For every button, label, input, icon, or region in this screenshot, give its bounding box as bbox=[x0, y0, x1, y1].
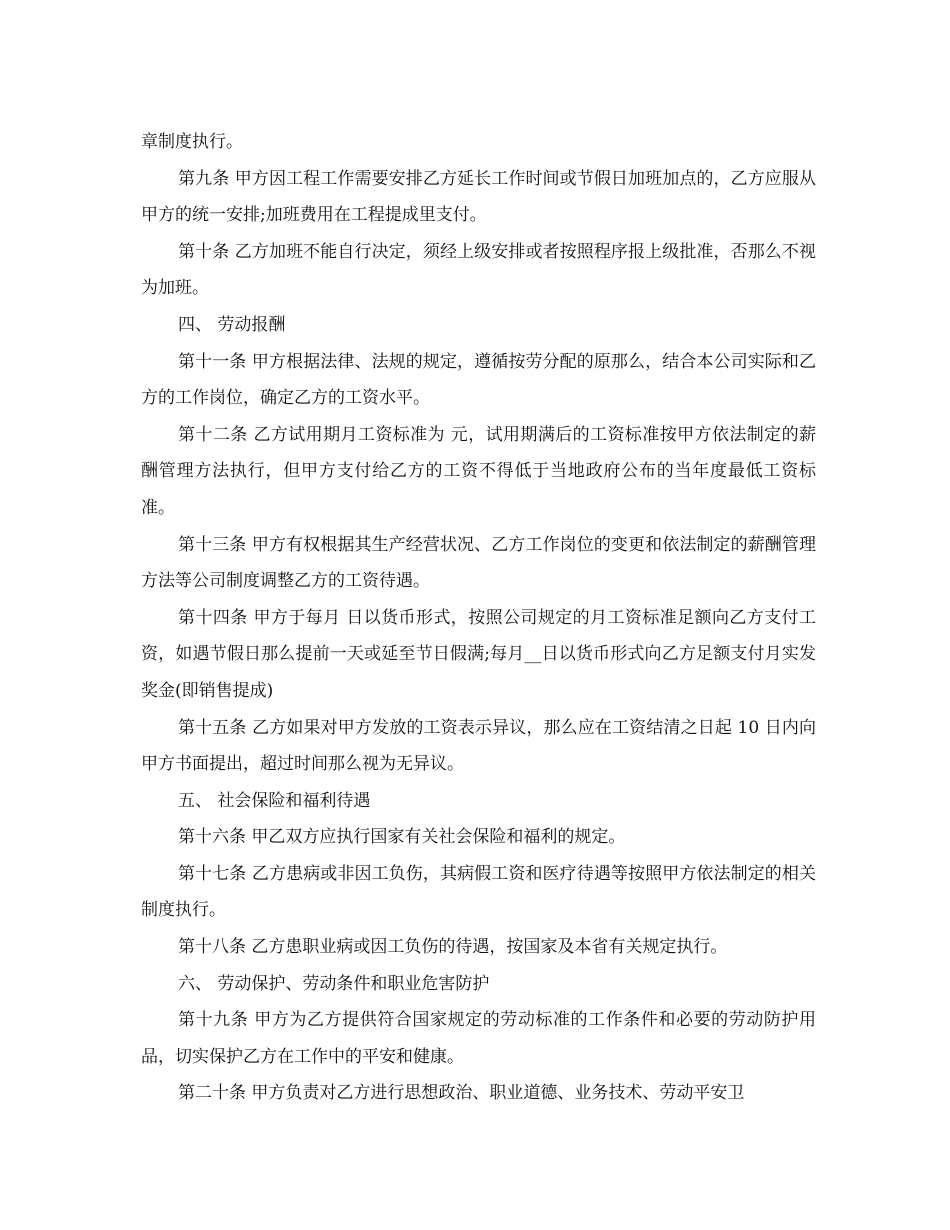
clause-10: 第十条 乙方加班不能自行决定，须经上级安排或者按照程序报上级批准，否那么不视为加班。 bbox=[141, 241, 816, 299]
clause-9: 第九条 甲方因工程工作需要安排乙方延长工作时间或节假日加班加点的，乙方应服从甲方的统一安排;加班费用在工程提成里支付。 bbox=[141, 168, 816, 226]
document-body bbox=[141, 124, 816, 1112]
clause-12: 第十二条 乙方试用期月工资标准为 元，试用期满后的工资标准按甲方依法制定的薪酬管理方法执行，但甲方支付给乙方的工资不得低于当地政府公布的当年度最低工资标准。 bbox=[141, 424, 816, 518]
clause-19: 第十九条 甲方为乙方提供符合国家规定的劳动标准的工作条件和必要的劳动防护用品，切实保护乙方在工作中的平安和健康。 bbox=[141, 1010, 816, 1067]
section-heading-5: 五、 社会保险和福利待遇 bbox=[178, 790, 371, 811]
section-heading-4: 四、 劳动报酬 bbox=[178, 314, 286, 335]
clause-13: 第十三条 甲方有权根据其生产经营状况、乙方工作岗位的变更和依法制定的薪酬管理方法等公司制度调整乙方的工资待遇。 bbox=[141, 534, 816, 592]
clause-15: 第十五条 乙方如果对甲方发放的工资表示异议，那么应在工资结清之日起 10 日内向甲方书面提出，超过时间那么视为无异议。 bbox=[141, 717, 816, 775]
section-heading-6: 六、 劳动保护、劳动条件和职业危害防护 bbox=[178, 973, 490, 994]
clause-14: 第十四条 甲方于每月 日以货币形式，按照公司规定的月工资标准足额向乙方支付工资，如遇节假日那么提前一天或延至节日假满;每月__日以货币形式向乙方足额支付月实发奖金(即销售提成) bbox=[141, 607, 816, 701]
clause-18: 第十八条 乙方患职业病或因工负伤的待遇，按国家及本省有关规定执行。 bbox=[178, 937, 728, 958]
clause-16: 第十六条 甲乙双方应执行国家有关社会保险和福利的规定。 bbox=[178, 827, 626, 848]
clause-20: 第二十条 甲方负责对乙方进行思想政治、职业道德、业务技术、劳动平安卫 bbox=[178, 1083, 745, 1104]
paragraph-continuation: 章制度执行。 bbox=[141, 132, 243, 152]
clause-11: 第十一条 甲方根据法律、法规的规定，遵循按劳分配的原那么，结合本公司实际和乙方的工作岗位，确定乙方的工资水平。 bbox=[141, 351, 816, 409]
clause-17: 第十七条 乙方患病或非因工负伤，其病假工资和医疗待遇等按照甲方依法制定的相关制度执行。 bbox=[141, 863, 816, 921]
